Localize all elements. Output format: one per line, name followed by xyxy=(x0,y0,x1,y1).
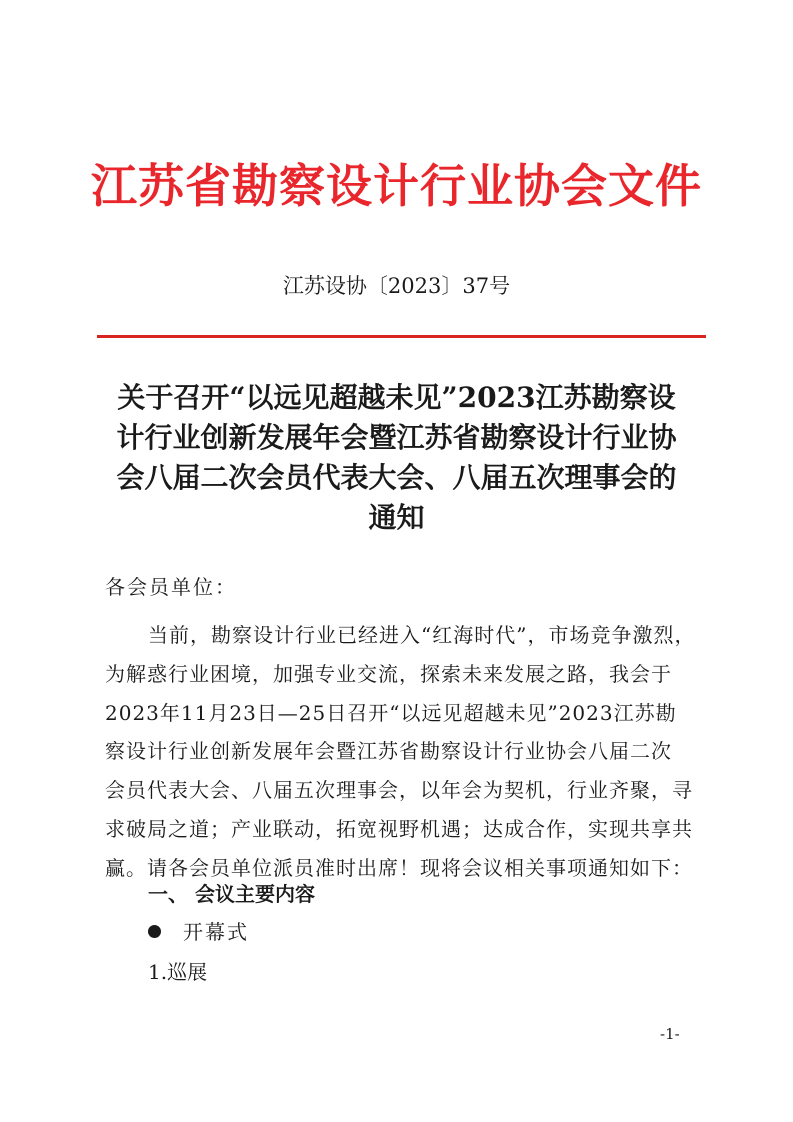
sub-list-item: 1.巡展 xyxy=(148,960,208,984)
salutation: 各会员单位： xyxy=(105,575,237,599)
document-number: 江苏设协〔2023〕37号 xyxy=(282,274,511,298)
paragraph-line: 求破局之道；产业联动，拓宽视野机遇；达成合作，实现共享共 xyxy=(105,816,693,841)
body-paragraph xyxy=(105,616,705,888)
title-line: 计行业创新发展年会暨江苏省勘察设计行业协 xyxy=(116,421,677,454)
paragraph-line: 察设计行业创新发展年会暨江苏省勘察设计行业协会八届二次 xyxy=(105,739,672,764)
paragraph-line: 2023年11月23日—25日召开“以远见超越未见”2023江苏勘 xyxy=(105,700,677,725)
masthead-title: 江苏省勘察设计行业协会文件 xyxy=(91,159,702,213)
page-number: -1- xyxy=(660,1025,680,1043)
title-line: 关于召开“以远见超越未见”2023江苏勘察设 xyxy=(117,381,676,414)
bullet-item-label: 开幕式 xyxy=(183,920,249,944)
bullet-list-item xyxy=(148,918,249,946)
paragraph-line: 赢。请各会员单位派员准时出席！现将会议相关事项通知如下： xyxy=(105,855,693,880)
section-heading: 一、 会议主要内容 xyxy=(148,882,315,906)
paragraph-line: 为解惑行业困境，加强专业交流，探索未来发展之路，我会于 xyxy=(105,661,672,686)
red-divider-rule xyxy=(97,335,706,338)
title-line: 通知 xyxy=(368,501,425,534)
title-line: 会八届二次会员代表大会、八届五次理事会的 xyxy=(116,461,677,494)
paragraph-line: 当前，勘察设计行业已经进入“红海时代”，市场竞争激烈， xyxy=(148,623,696,647)
paragraph-line: 会员代表大会、八届五次理事会，以年会为契机，行业齐聚，寻 xyxy=(105,778,693,803)
notice-title xyxy=(100,378,693,538)
bullet-dot-icon xyxy=(148,925,161,938)
